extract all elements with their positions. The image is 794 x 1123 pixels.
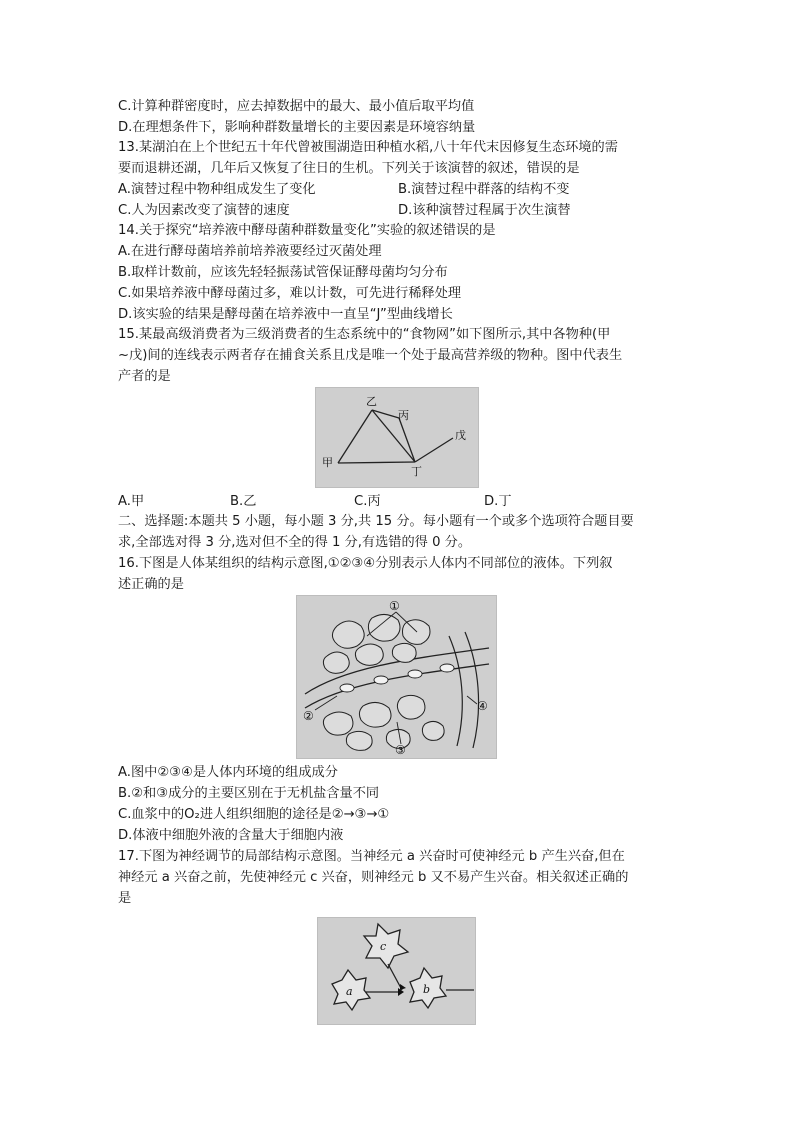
node-ding: 丁: [411, 465, 422, 478]
blood-cell: [374, 676, 388, 684]
q13-option-c: C.人为因素改变了演替的速度: [118, 203, 290, 218]
q15-option-c: C.丙: [354, 494, 381, 509]
tissue-structure-figure: [296, 595, 497, 759]
neuron-figure: [317, 917, 476, 1025]
tissue-cell: [346, 731, 372, 750]
q16-option-c: C.血浆中的O₂进人组织细胞的途径是②→③→①: [118, 807, 390, 822]
axon-c: [388, 964, 402, 990]
tissue-cell: [355, 644, 383, 665]
tissue-structure-diagram: [297, 596, 496, 758]
q14-stem: 14.关于探究“培养液中酵母菌种群数量变化”实验的叙述错误的是: [118, 223, 496, 238]
node-bing: 丙: [398, 409, 409, 422]
q16-option-a: A.图中②③④是人体内环境的组成成分: [118, 765, 338, 780]
label-3: ③: [395, 743, 406, 757]
q13-stem-line-2: 要而退耕还湖，几年后又恢复了往日的生机。下列关于该演替的叙述，错误的是: [118, 161, 580, 176]
tissue-cell: [332, 621, 364, 648]
q15-option-b: B.乙: [230, 494, 257, 509]
synapse-c-a: [400, 984, 406, 990]
section-2-instructions-line-2: 求,全部选对得 3 分,选对但不全的得 1 分,有选错的得 0 分。: [118, 535, 472, 550]
tissue-cell: [323, 652, 349, 673]
edge-ding-wu: [415, 438, 453, 462]
label-4-leader: [467, 696, 477, 704]
q14-option-b: B.取样计数前，应该先轻轻振荡试管保证酵母菌均匀分布: [118, 265, 448, 280]
q14-option-a: A.在进行酵母菌培养前培养液要经过灭菌处理: [118, 244, 382, 259]
q12-option-c: C.计算种群密度时，应去掉数据中的最大、最小值后取平均值: [118, 99, 475, 114]
node-yi: 乙: [366, 395, 377, 408]
q14-option-d: D.该实验的结果是酵母菌在培养液中一直呈“J”型曲线增长: [118, 307, 453, 322]
q12-option-d: D.在理想条件下，影响种群数量增长的主要因素是环境容纳量: [118, 120, 476, 135]
q15-stem-line-2: ~戊)间的连线表示两者存在捕食关系且戊是唯一个处于最高营养级的物种。图中代表生: [118, 348, 623, 363]
label-4: ④: [477, 699, 488, 713]
label-neuron-b: b: [423, 983, 431, 996]
tissue-cell: [392, 643, 416, 662]
label-2: ②: [303, 709, 314, 723]
q13-option-d: D.该种演替过程属于次生演替: [398, 203, 571, 218]
tissue-cell: [403, 620, 431, 645]
q17-stem-line-1: 17.下图为神经调节的局部结构示意图。当神经元 a 兴奋时可使神经元 b 产生兴奋,但在: [118, 849, 625, 864]
q13-option-b: B.演替过程中群落的结构不变: [398, 182, 570, 197]
tissue-cell: [323, 712, 353, 735]
tissue-cell: [397, 695, 425, 719]
label-2-leader: [315, 696, 337, 710]
q16-option-d: D.体液中细胞外液的含量大于细胞内液: [118, 828, 344, 843]
edge-bing-ding: [399, 418, 415, 462]
q13-option-a: A.演替过程中物种组成发生了变化: [118, 182, 316, 197]
label-neuron-c: c: [380, 940, 387, 953]
q16-stem-line-1: 16.下图是人体某组织的结构示意图,①②③④分别表示人体内不同部位的液体。下列叙: [118, 556, 613, 571]
q13-stem-line-1: 13.某湖泊在上个世纪五十年代曾被围湖造田种植水稻,八十年代末因修复生态环境的需: [118, 140, 618, 155]
edge-jia-ding: [338, 462, 415, 463]
blood-cell: [440, 664, 454, 672]
food-web-figure: [315, 387, 479, 488]
tissue-cell: [368, 614, 400, 641]
label-1: ①: [389, 599, 400, 613]
q17-stem-line-2: 神经元 a 兴奋之前，先使神经元 c 兴奋，则神经元 b 又不易产生兴奋。相关叙述正确的: [118, 870, 629, 885]
node-wu: 戊: [455, 429, 466, 442]
q15-stem-line-1: 15.某最高级消费者为三级消费者的生态系统中的“食物网”如下图所示,其中各物种(甲: [118, 327, 611, 342]
tissue-cell: [359, 702, 391, 727]
q16-stem-line-2: 述正确的是: [118, 577, 184, 592]
q16-option-b: B.②和③成分的主要区别在于无机盐含量不同: [118, 786, 380, 801]
q15-option-a: A.甲: [118, 494, 145, 509]
blood-cell: [408, 670, 422, 678]
q17-stem-line-3: 是: [118, 891, 132, 906]
food-web-diagram: [316, 388, 478, 487]
q15-option-d: D.丁: [484, 494, 512, 509]
q14-option-c: C.如果培养液中酵母菌过多，难以计数，可先进行稀释处理: [118, 286, 462, 301]
label-neuron-a: a: [346, 985, 353, 998]
edge-jia-yi: [338, 410, 372, 463]
tissue-cell: [422, 721, 444, 740]
neuron-diagram: [318, 918, 475, 1024]
node-jia: 甲: [322, 456, 333, 469]
q15-stem-line-3: 产者的是: [118, 369, 171, 384]
blood-cell: [340, 684, 354, 692]
section-2-instructions-line-1: 二、选择题:本题共 5 小题，每小题 3 分,共 15 分。每小题有一个或多个选项符合题目要: [118, 514, 634, 529]
